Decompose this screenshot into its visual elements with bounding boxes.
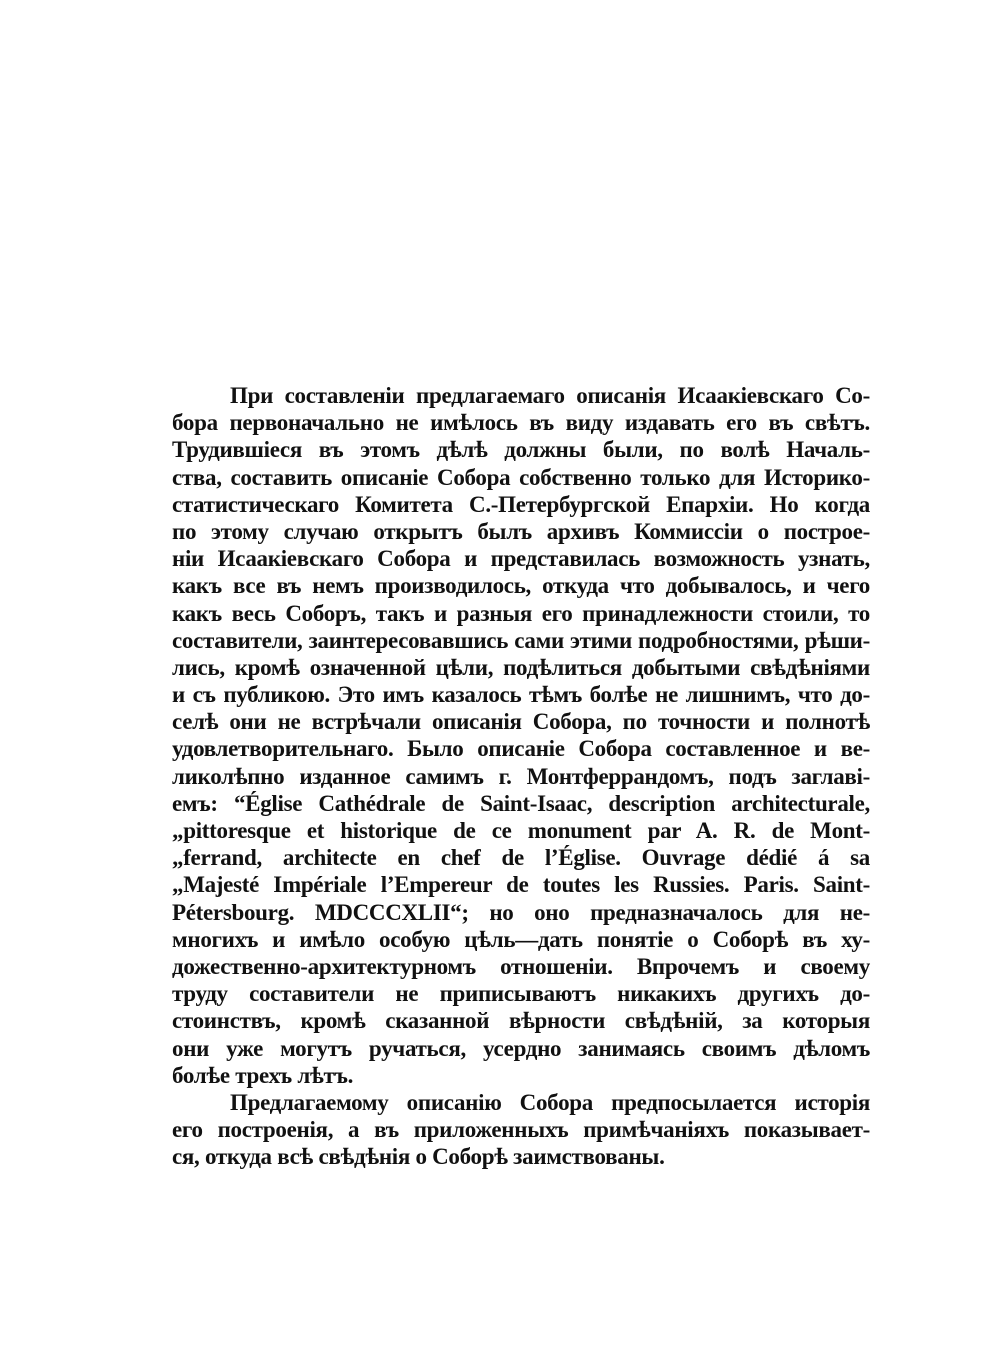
text-line: лись, кромѣ означенной цѣли, подѣлиться добытыми свѣдѣніями (172, 654, 870, 680)
text-line: какъ все въ немъ производилось, откуда что добывалось, и чего (172, 573, 870, 599)
text-line: они уже могутъ ручаться, усердно занимаясь своимъ дѣломъ (172, 1035, 870, 1061)
text-line: ніи Исаакіевскаго Собора и представилась возможность узнать, (172, 546, 870, 572)
text-line: Предлагаемому описанію Собора предпосылается исторія (230, 1089, 870, 1115)
text-line: Pétersbourg. MDCCCXLII“; но оно предназначалось для не- (172, 899, 870, 925)
text-line: составители, заинтересовавшись сами этими подробностями, рѣши- (172, 627, 870, 653)
text-line: ликолѣпно изданное самимъ г. Монтферрандомъ, подъ заглаві- (172, 763, 870, 789)
text-line: многихъ и имѣло особую цѣль—дать понятіе о Соборѣ въ ху- (172, 926, 870, 952)
text-line: Трудившіеся въ этомъ дѣлѣ должны были, по волѣ Началь- (172, 437, 870, 463)
text-line: его построенія, а въ приложенныхъ примѣчаніяхъ показывает- (172, 1117, 870, 1143)
text-line: При составленіи предлагаемаго описанія Исаакіевскаго Со- (230, 383, 870, 408)
text-line: стоинствъ, кромѣ сказанной вѣрности свѣдѣній, за которыя (172, 1008, 870, 1034)
text-line: дожественно-архитектурномъ отношеніи. Впрочемъ и своему (172, 953, 870, 979)
paragraph-2 (172, 1089, 870, 1171)
text-line: по этому случаю открытъ былъ архивъ Коммиссіи о построе- (172, 518, 870, 544)
text-line: бора первоначально не имѣлось въ виду издавать его въ свѣтъ. (172, 410, 870, 436)
text-line: удовлетворительнаго. Было описаніе Собора составленное и ве- (172, 736, 870, 762)
text-line: „Majesté Impériale l’Empereur de toutes les Russies. Paris. Saint- (172, 872, 870, 898)
text-line: болѣе трехъ лѣтъ. (172, 1062, 354, 1088)
body-text (172, 382, 870, 1170)
text-line: „pittoresque et historique de ce monument par A. R. de Mont- (172, 818, 870, 843)
text-line: статистическаго Комитета С.-Петербургской Епархіи. Но когда (172, 491, 870, 517)
text-line: „ferrand, architecte en chef de l’Église. Ouvrage dédié á sa (172, 845, 870, 871)
text-line: труду составители не приписываютъ никакихъ другихъ до- (172, 981, 870, 1007)
text-line: селѣ они не встрѣчали описанія Собора, по точности и полнотѣ (172, 709, 870, 735)
text-line: какъ весь Соборъ, такъ и разныя его принадлежности стоили, то (172, 600, 870, 626)
text-line: ся, откуда всѣ свѣдѣнія о Соборѣ заимствованы. (172, 1144, 665, 1170)
text-line: ства, составить описаніе Собора собственно только для Историко- (172, 464, 870, 490)
paragraph-1 (172, 382, 870, 1089)
text-line: и съ публикою. Это имъ казалось тѣмъ болѣе не лишнимъ, что до- (172, 682, 870, 708)
text-line: емъ: “Église Cathédrale de Saint-Isaac, description architecturale, (172, 790, 870, 816)
